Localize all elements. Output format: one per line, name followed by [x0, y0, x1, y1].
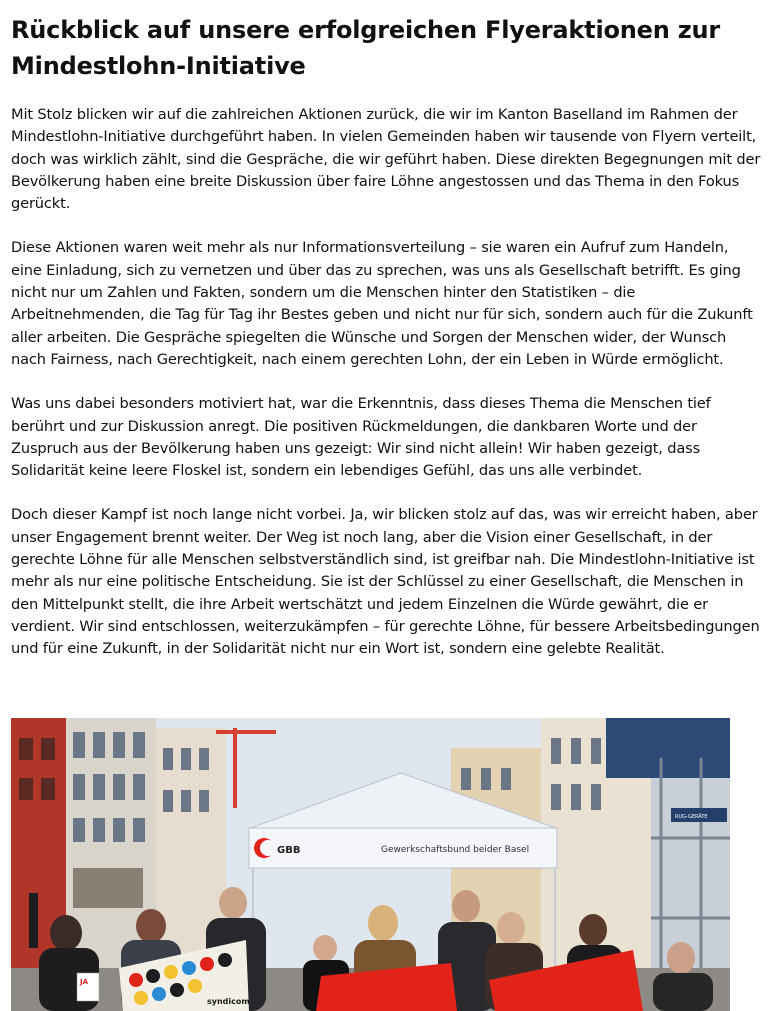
article-title: Rückblick auf unsere erfolgreichen Flyeraktionen zur Mindestlohn-Initiative	[11, 16, 721, 80]
paragraph-1: Mit Stolz blicken wir auf die zahlreichen Aktionen zurück, die wir im Kanton Baselland im Rahmen der Mindestlohn-Initiative durchgeführt haben. In vielen Gemeinden haben wir tausende von Flyern verteilt, doch was wirklich zählt, sind die Gespräche, die wir geführt haben. Diese direkten Begegnungen mit der Bevölkerung haben eine breite Diskussion über faire Löhne angestossen und das Thema in den Fokus gerückt.	[11, 106, 761, 213]
article	[11, 12, 763, 667]
syndicom-logo-text: syndicom	[207, 997, 250, 1006]
shop-sign: RUG-GERÄTE	[675, 814, 708, 820]
ja-sign-text: JA	[80, 978, 89, 986]
crane	[233, 728, 237, 808]
paragraph-3: Was uns dabei besonders motiviert hat, war die Erkenntnis, dass dieses Thema die Menschen tief berührt und zur Diskussion anregt. Die positiven Rückmeldungen, die dankbaren Worte und der Zuspruch aus der Bevölkerung haben uns gezeigt: Wir sind nicht allein! Wir haben gezeigt, dass Solidarität keine leere Floskel ist, sondern ein lebendiges Gefühl, das uns alle verbindet.	[11, 395, 711, 480]
tent-banner-text: Gewerkschaftsbund beider Basel	[381, 845, 530, 855]
street-scene-illustration	[11, 718, 730, 1011]
tent-logo-text: GBB	[277, 845, 301, 856]
paragraph-2: Diese Aktionen waren weit mehr als nur Informationsverteilung – sie waren ein Aufruf zum Handeln, eine Einladung, sich zu vernetzen und über das zu sprechen, was uns als Gesellschaft betrifft. Es ging nicht nur um Zahlen und Fakten, sondern um die Menschen hinter den Statistiken – die Arbeitnehmenden, die Tag für Tag ihr Bestes geben und nicht nur für sich, sondern auch für die Zukunft aller arbeiten. Die Gespräche spiegelten die Wünsche und Sorgen der Menschen wider, der Wunsch nach Fairness, nach Gerechtigkeit, nach einem gerechten Lohn, der ein Leben in Würde ermöglicht.	[11, 239, 753, 368]
paragraph-4: Doch dieser Kampf ist noch lange nicht vorbei. Ja, wir blicken stolz auf das, was wir erreicht haben, aber unser Engagement brennt weiter. Der Weg ist noch lang, aber die Vision einer Gesellschaft, in der gerechte Löhne für alle Menschen selbstverständlich sind, ist greifbar nah. Die Mindestlohn-Initiative ist mehr als nur eine politische Entscheidung. Sie ist der Schlüssel zu einer Gesellschaft, die Menschen in den Mittelpunkt stellt, die ihre Arbeit wertschätzt und jedem Einzelnen die Würde gewährt, die er verdient. Wir sind entschlossen, weiterzukämpfen – für gerechte Löhne, für bessere Arbeitsbedingungen und für eine Zukunft, in der Solidarität nicht nur ein Wort ist, sondern eine gelebte Realität.	[11, 506, 760, 658]
article-photo	[11, 718, 730, 1011]
